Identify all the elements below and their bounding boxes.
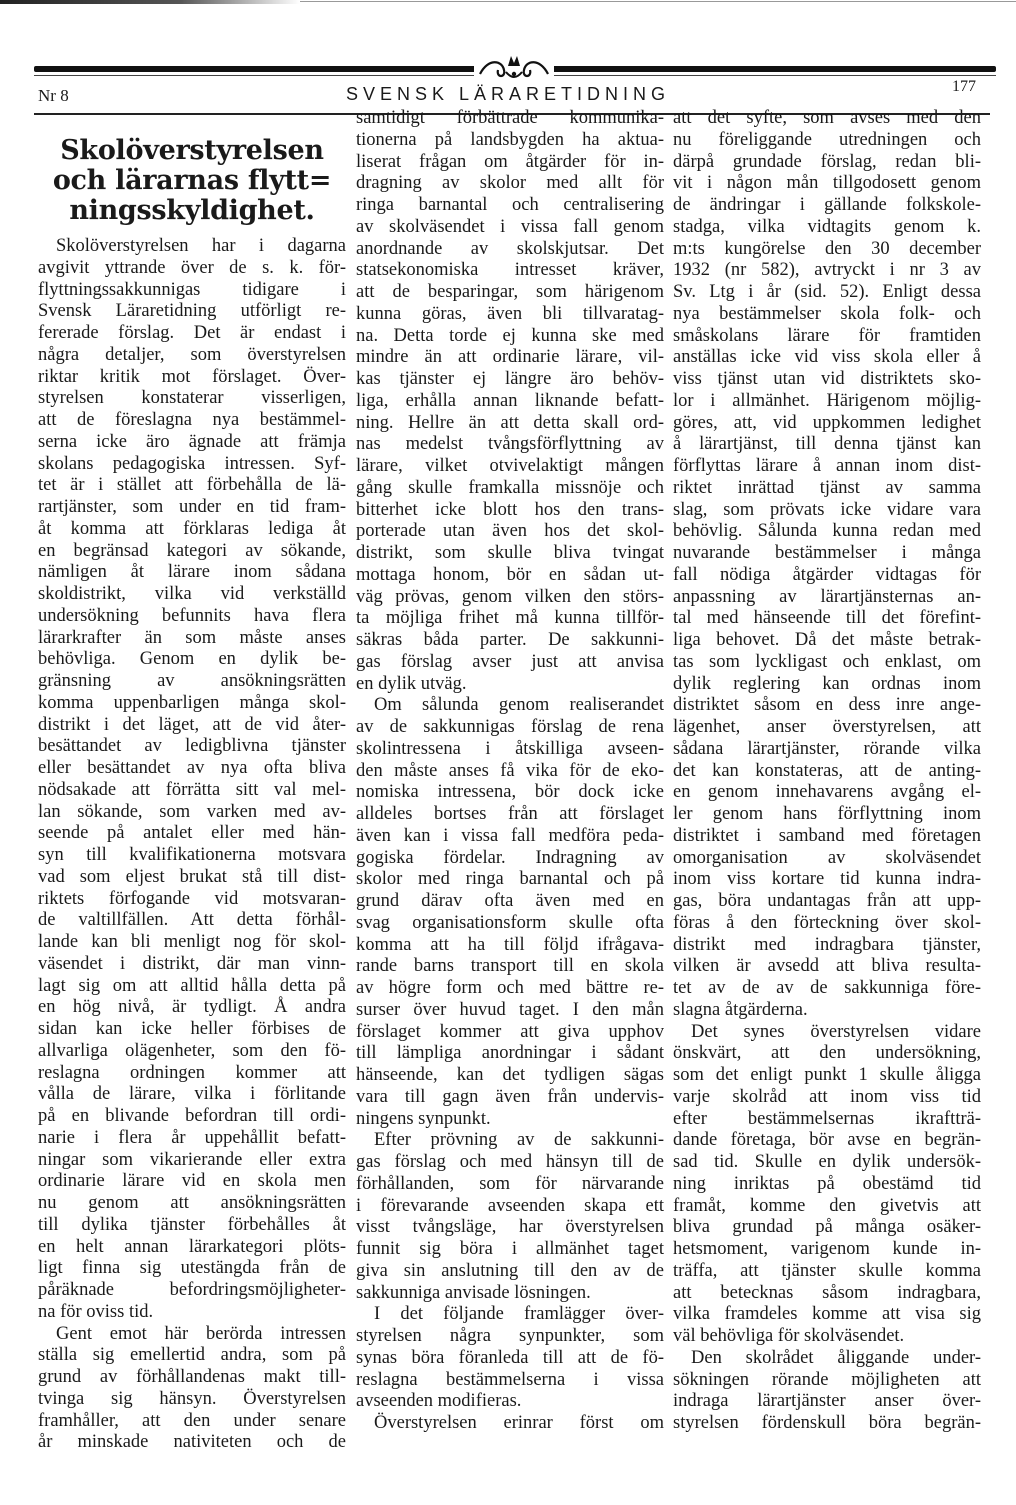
text-line: ta möjliga frihet må kunna tillför- (356, 608, 664, 629)
text-line: föras å den förteckning över skol- (673, 912, 981, 933)
text-line: lägenhet, anser överstyrelsen, att (673, 717, 981, 737)
text-line: förhållanden, som för närvarande (356, 1173, 664, 1194)
text-line: slag, som prövats icke vidare vara (673, 499, 981, 520)
paragraph (38, 236, 346, 1324)
text-line: visst tvångsläge, har överstyrelsen (356, 1217, 664, 1238)
text-line: sad tid. Skulle en dylik undersök- (673, 1152, 981, 1172)
text-line: gas, böra undantagas från att upp- (673, 891, 981, 911)
text-line: distrikt med indragbara tjänster, (673, 934, 981, 955)
text-line: na för oviss tid. (38, 1301, 154, 1322)
text-line: gas förslag avser just att anvisa (356, 651, 664, 672)
text-line: sidan kan icke heller förbises de (38, 1019, 346, 1039)
paragraph (356, 695, 664, 1130)
text-line: funnit sig böra i allmänhet taget (356, 1239, 664, 1259)
text-line: av de sakkunnigas förslag de rena (356, 717, 664, 737)
text-line: Överstyrelsen erinrar först om (374, 1413, 664, 1433)
text-line: gas förslag och med hänsyn till de (356, 1152, 664, 1172)
paragraph (673, 108, 981, 1022)
text-line: det kan konstateras, att de anting- (673, 760, 981, 781)
text-line: Skolöverstyrelsen har i dagarna (56, 236, 346, 256)
text-line: även kan i vissa fall medföra peda- (356, 825, 664, 846)
text-line: svag organisationsform skulle ofta (356, 912, 664, 933)
text-line: Det synes överstyrelsen vidare (691, 1021, 981, 1042)
text-line: varje skolråd att inom viss tid (673, 1086, 981, 1107)
paragraph (356, 1413, 664, 1435)
paragraph (673, 1022, 981, 1348)
text-line: kunna göras, även bli tillvaratag- (356, 303, 664, 324)
text-line: ningar som vikarierande eller extra (38, 1149, 346, 1170)
text-line: Svensk Läraretidning utförligt re- (38, 301, 346, 322)
text-line: de ändringar i gällande folkskole- (673, 195, 981, 215)
text-line: sådana lärartjänster, rörande vilka (673, 738, 981, 759)
text-line: en dylik utväg. (356, 673, 467, 694)
text-line: styrelsen konstaterar visserligen, (38, 388, 346, 409)
text-line: bliva grundad på många osäker- (673, 1217, 981, 1238)
text-line: distriktet såsom en dess inre ange- (673, 695, 981, 716)
publication-title: SVENSK LÄRARETIDNING (345, 84, 671, 104)
text-line: att de föreslagna nya bestämmel- (38, 410, 346, 430)
text-line: framåt, komme den givetvis att (673, 1195, 981, 1216)
text-line: vad som eljest brukat stå till dist- (38, 866, 346, 887)
text-line: på en blivande befordran till ordi- (38, 1106, 346, 1126)
headline-line: ningsskyldighet. (69, 195, 315, 226)
text-line: liga behovet. Då det måste betrak- (673, 630, 981, 650)
text-line: syn till kvalifikationerna motsvara (38, 845, 346, 865)
text-line: nämligen åt lärare inom sådana (38, 562, 346, 583)
text-line: nomiska intressena, bör dock icke (356, 782, 664, 803)
text-line: kas tjänster ej längre äro behöv- (356, 369, 664, 389)
text-line: Den skolrådet åliggande under- (691, 1347, 981, 1368)
text-line: tet av de av de sakkunniga före- (673, 978, 981, 998)
text-line: tvinga sig hänsyn. Överstyrelsen (38, 1388, 346, 1409)
text-line: Gent emot här berörda intressen (56, 1323, 346, 1344)
text-line: avseenden modifieras. (356, 1391, 522, 1412)
text-line: samtidigt förbättrade kommunika- (356, 108, 664, 128)
text-line: statsekonomiska intresset kräver, (356, 260, 664, 281)
text-line: ringa barnantal och centralisering (356, 195, 664, 215)
text-line: avgivit yttrande över de s. k. för- (38, 257, 346, 278)
text-column-2 (356, 108, 664, 1435)
scan-edge-mark (0, 0, 300, 4)
text-line: allvarliga olägenheter, som den fö- (38, 1040, 346, 1061)
text-line: efter bestämmelsernas ikraftträ- (673, 1108, 981, 1129)
text-line: na. Detta torde ej kunna ske med (356, 325, 664, 346)
scan-top-edge (300, 1, 1016, 2)
text-line: nas medelst tvångsförflyttning av (356, 434, 664, 455)
text-line: gränsning av ansökningsrätten (38, 671, 346, 691)
text-line: dande företaga, bör avse en begrän- (673, 1130, 981, 1151)
article-headline (38, 136, 346, 226)
text-line: i förevarande avseenden skapa ett (356, 1195, 664, 1216)
text-line: serna icke äro ägnade att främja (38, 431, 346, 452)
text-line: fall nödiga åtgärder vidtagas för (673, 564, 981, 585)
text-line: träffa, att tjänster skulle komma (673, 1260, 981, 1281)
text-line: porterade utan även hos det skol- (356, 521, 664, 542)
text-line: sökningen rörande möjligheten att (673, 1369, 981, 1390)
text-line: fererade förslag. Det är endast i (38, 323, 346, 343)
text-line: lan sökande, som varken med av- (38, 801, 346, 822)
paragraph (38, 1324, 346, 1455)
text-line: ning inriktas på obestämd tid (673, 1173, 981, 1194)
text-line: förslaget kommer att giva upphov (356, 1021, 664, 1042)
text-line: surser över huvud taget. I den mån (356, 999, 664, 1020)
text-line: anordnande av skolskjutsar. Det (356, 238, 664, 259)
text-line: småskolans lärare för framtiden (673, 325, 981, 346)
text-line: den måste anses få vika för de eko- (356, 760, 664, 781)
text-line: Sv. Ltg i år (sid. 52). Enligt dessa (673, 282, 981, 302)
paragraph (356, 1304, 664, 1413)
text-line: anpassning av lärartjänsternas an- (673, 586, 981, 607)
text-line: viss tjänst utan vid distriktets sko- (673, 369, 981, 389)
text-line: av skolväsendet i vissa fall genom (356, 216, 664, 237)
text-line: ning. Hellre än att detta skall ord- (356, 412, 664, 433)
text-line: ligt finna sig utestängda från de (38, 1258, 346, 1279)
text-line: synas böra föranleda till att de fö- (356, 1347, 664, 1368)
text-line: en begränsad kategori av sökande, (38, 540, 346, 561)
text-column-1 (38, 236, 346, 1454)
text-line: de valtillfällen. Att detta förhål- (38, 910, 346, 931)
text-line: lärarkrafter än som måste anses (38, 627, 346, 648)
text-line: tet är i stället att förbehålla de lä- (38, 475, 346, 496)
text-line: tal med hänseende till det förefint- (673, 608, 981, 629)
text-line: grund därav ofta även med en (356, 891, 664, 911)
text-line: riktet inrättad tjänst av samma (673, 477, 981, 498)
text-line: rartjänster, som under en tid fram- (38, 497, 346, 517)
text-line: reslagna ordningen kommer att (38, 1062, 346, 1083)
page-number: 177 (952, 78, 976, 95)
text-line: seende på antalet eller med hän- (38, 823, 346, 844)
text-line: en helt annan lärarkategori plöts- (38, 1236, 346, 1257)
text-line: komma uppenbarligen många skol- (38, 692, 346, 713)
text-line: liserat frågan om åtgärder för in- (356, 151, 664, 172)
text-line: en hög nivå, är tydligt. Å andra (38, 997, 346, 1018)
text-line: indraga lärartjänster anser över- (673, 1391, 981, 1412)
issue-number: Nr 8 (38, 86, 69, 105)
text-line: nuvarande bestämmelser i många (673, 543, 981, 563)
text-line: styrelsen fördenskull böra begrän- (673, 1413, 981, 1433)
headline-line: Skolöverstyrelsen (60, 135, 324, 166)
text-line: besättandet av ledigblivna tjänster (38, 736, 346, 757)
text-line: ler genom hans förflyttning inom (673, 804, 981, 824)
text-line: lande kan bli menligt nog för skol- (38, 932, 346, 952)
text-line: som det enligt punkt 1 skulle åligga (673, 1065, 981, 1085)
text-line: tas som lyckligast och enklast, om (673, 651, 981, 672)
text-line: lärare, vilket otvivelaktigt mången (356, 456, 664, 476)
text-line: dragning av skolor med allt för (356, 173, 664, 194)
text-line: ningens synpunkt. (356, 1108, 491, 1129)
text-line: att det syfte, som avses med den (673, 108, 981, 128)
text-line: omorganisation av skolväsendet (673, 847, 981, 868)
text-line: hänseende, kan det tydligen sägas (356, 1065, 664, 1085)
text-line: vilka framdeles komme att visa sig (673, 1304, 981, 1325)
text-line: till lämpliga anordningar i sådant (356, 1043, 664, 1064)
text-line: förflyttas lärare å annan inom dist- (673, 456, 981, 476)
text-line: bitterhet icke blott hos den trans- (356, 499, 664, 520)
text-line: eller besättandet av nya ofta bliva (38, 758, 346, 778)
text-line: önskvärt, att den undersökning, (673, 1043, 981, 1064)
text-line: säkras båda parter. De sakkunni- (356, 630, 664, 650)
text-line: åt komma att förklaras lediga åt (38, 518, 346, 539)
text-line: nu genom att ansökningsrätten (38, 1193, 346, 1213)
text-line: giva sin anslutning till den av de (356, 1260, 664, 1281)
text-line: att de besparingar, som härigenom (356, 282, 664, 302)
text-line: skolor med ringa barnantal och på (356, 869, 664, 890)
text-line: till dylika tjänster förbehålles åt (38, 1214, 346, 1235)
text-line: mottaga honom, bör en sådan ut- (356, 564, 664, 585)
text-line: distrikt i det läget, att de vid åter- (38, 714, 346, 735)
text-line: lagt sig om att alltid hålla detta på (38, 975, 346, 996)
text-line: distriktet i samband med företagen (673, 825, 981, 846)
text-line: skolans pedagogiska intressen. Syf- (38, 453, 346, 474)
text-line: sakkunniga anvisade lösningen. (356, 1282, 591, 1303)
text-line: inom viss kortare tid kunna indra- (673, 869, 981, 890)
text-line: slagna åtgärderna. (673, 999, 808, 1020)
text-line: en genom innehavarens avgång el- (673, 782, 981, 803)
paragraph (356, 108, 664, 695)
text-line: alldeles bortses från att förslaget (356, 804, 664, 824)
text-line: lor i allmänhet. Härigenom möjlig- (673, 390, 981, 411)
text-line: I det följande framlägger över- (374, 1304, 664, 1325)
text-line: Om sålunda genom realiserandet (374, 695, 664, 716)
headline-line: och lärarnas flytt= (52, 165, 332, 196)
text-line: gogiska fördelar. Indragning av (356, 847, 664, 868)
text-line: mindre än att ordinarie lärare, vil- (356, 347, 664, 368)
text-line: Efter prövning av de sakkunni- (374, 1130, 664, 1151)
text-line: flyttningssakkunnigas tidigare i (38, 279, 346, 300)
text-line: narie i flera år uppehållit befatt- (38, 1127, 346, 1148)
text-line: vit i någon mån tillgodosett genom (673, 173, 981, 194)
text-line: påräknade befordringsmöjligheter- (38, 1280, 346, 1300)
text-line: nödsakade att förrätta sitt val mel- (38, 779, 346, 800)
text-line: ställa sig emellertid andra, som på (38, 1345, 346, 1366)
text-line: vara till gagn även från undervis- (356, 1086, 664, 1107)
text-line: dylik reglering kan ordnas inom (673, 673, 981, 694)
text-line: nu föreliggande utredningen och (673, 129, 981, 150)
text-line: å lärartjänst, till denna tjänst kan (673, 434, 981, 455)
text-line: komma att ha till följd ifrågava- (356, 934, 664, 955)
text-line: riktets förfogande vid motsvaran- (38, 888, 346, 909)
text-line: liga, erhålla annan liknande befatt- (356, 390, 664, 411)
text-line: framhåller, att den under senare (38, 1410, 346, 1431)
text-line: tionerna på landsbygden ha aktua- (356, 129, 664, 150)
text-line: riktar kritik mot förslaget. Över- (38, 366, 346, 387)
text-line: väsendet i distrikt, där man vinn- (38, 953, 346, 974)
text-line: år minskade nativiteten och de (38, 1432, 346, 1453)
text-line: göres, att, vid uppkommen ledighet (673, 412, 981, 433)
text-line: behövlig. Sålunda kunna redan med (673, 521, 981, 542)
text-column-3 (673, 108, 981, 1435)
text-line: väl behövliga för skolväsendet. (673, 1326, 905, 1346)
text-line: anställas icke vid viss skola eller å (673, 347, 981, 368)
text-line: skoldistrikt, vilka vid verkställd (38, 584, 346, 604)
text-line: stadga, vilka vidtagits genom k. (673, 216, 981, 237)
text-line: ordinarie lärare vid en skola men (38, 1171, 346, 1192)
text-line: därpå grundade förslag, redan bli- (673, 151, 981, 172)
text-line: gång skulle framkalla missnöje och (356, 477, 664, 498)
text-line: distrikt, som skulle bliva tvingat (356, 543, 664, 563)
text-line: väg prövas, genom vilken den störs- (356, 586, 664, 607)
text-line: m:ts kungörelse den 30 december (673, 238, 981, 259)
text-line: nya bestämmelser skola folk- och (673, 303, 981, 324)
text-line: av högre form och med bättre re- (356, 978, 664, 998)
text-line: skolintressena i åtskilliga avseen- (356, 738, 664, 759)
text-line: 1932 (nr 582), avtryckt i nr 3 av (673, 260, 981, 281)
text-line: styrelsen några synpunkter, som (356, 1326, 664, 1346)
text-line: några detaljer, som överstyrelsen (38, 344, 346, 365)
text-line: hetsmoment, varigenom kunde in- (673, 1239, 981, 1259)
paragraph (673, 1348, 981, 1435)
text-line: vilken är avsedd att bliva resulta- (673, 956, 981, 977)
text-line: rande barns transport till en skola (356, 956, 664, 977)
text-line: grund av förhållandenas makt till- (38, 1367, 346, 1387)
text-line: att betecknas såsom indragbara, (673, 1282, 981, 1303)
text-line: reslagna bestämmelserna i vissa (356, 1369, 664, 1390)
text-line: behövliga. Genom en dylik be- (38, 649, 346, 670)
paragraph (356, 1130, 664, 1304)
text-line: vålla de lärare, vilka i förlitande (38, 1084, 346, 1105)
text-line: undersökning befunnits hava flera (38, 605, 346, 626)
crown-ornament-icon (474, 50, 554, 86)
